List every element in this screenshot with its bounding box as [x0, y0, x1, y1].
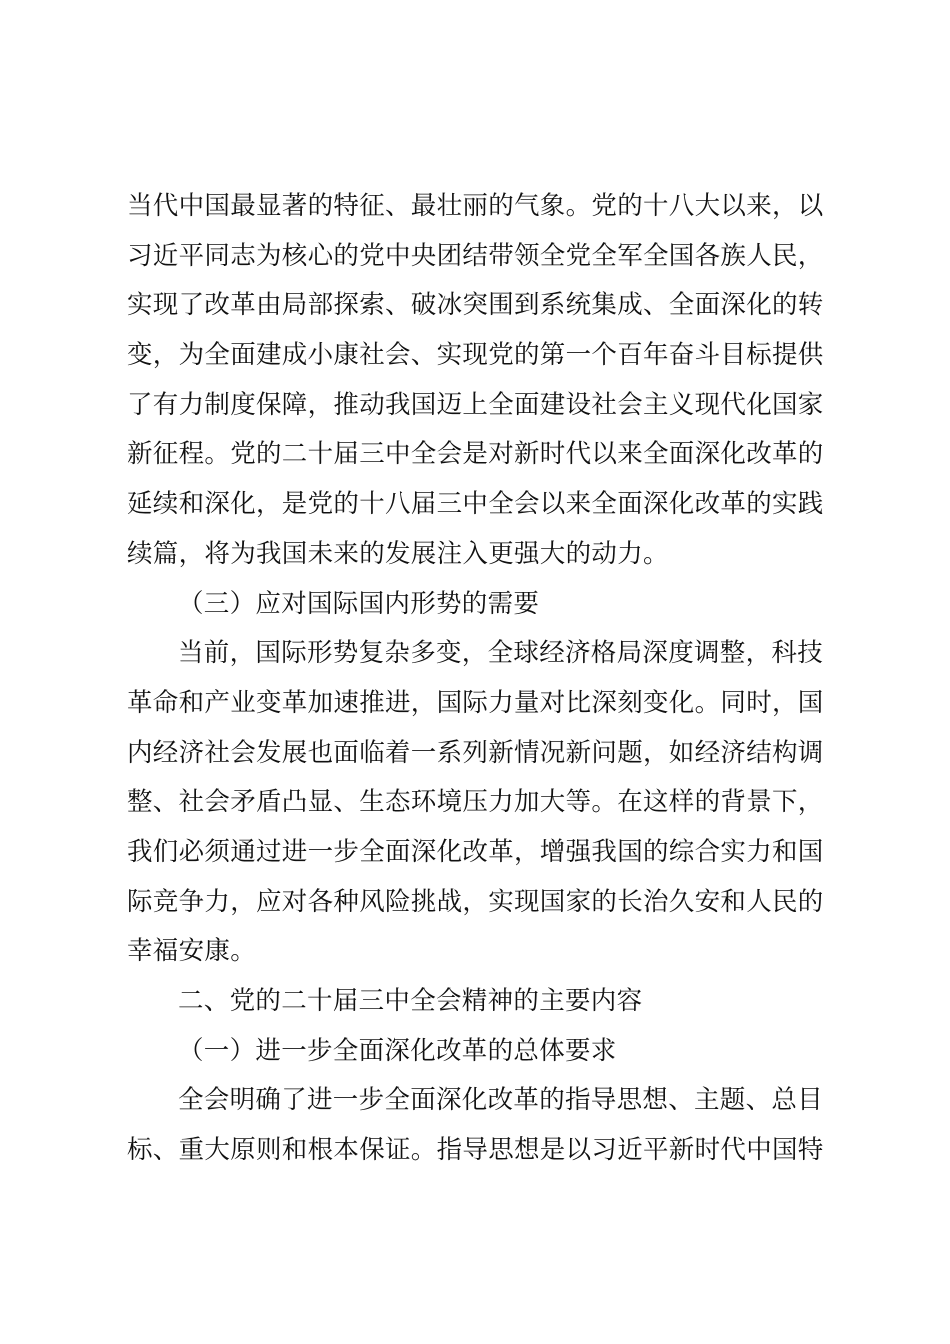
paragraph-line: 了有力制度保障，推动我国迈上全面建设社会主义现代化国家: [127, 389, 824, 420]
paragraph-line: 我们必须通过进一步全面深化改革，增强我国的综合实力和国: [127, 836, 824, 867]
section-heading: （一）进一步全面深化改革的总体要求: [178, 1035, 617, 1066]
document-body: [127, 182, 833, 1176]
paragraph-line: 全会明确了进一步全面深化改革的指导思想、主题、总目: [178, 1085, 824, 1116]
paragraph-line: 延续和深化，是党的十八届三中全会以来全面深化改革的实践: [127, 489, 824, 520]
section-heading: （三）应对国际国内形势的需要: [178, 588, 540, 619]
paragraph-line: 当代中国最显著的特征、最壮丽的气象。党的十八大以来，以: [127, 191, 824, 221]
paragraph-line: 际竞争力，应对各种风险挑战，实现国家的长治久安和人民的: [127, 886, 824, 917]
paragraph-line: 整、社会矛盾凸显、生态环境压力加大等。在这样的背景下，: [127, 787, 824, 818]
paragraph-line: 变，为全面建成小康社会、实现党的第一个百年奋斗目标提供: [127, 340, 824, 371]
paragraph-line: 习近平同志为核心的党中央团结带领全党全军全国各族人民，: [127, 240, 824, 271]
paragraph-line: 革命和产业变革加速推进，国际力量对比深刻变化。同时，国: [127, 687, 824, 718]
paragraph-line: 内经济社会发展也面临着一系列新情况新问题，如经济结构调: [127, 737, 824, 768]
paragraph-line: 新征程。党的二十届三中全会是对新时代以来全面深化改革的: [127, 439, 824, 470]
paragraph-line: 标、重大原则和根本保证。指导思想是以习近平新时代中国特: [127, 1135, 824, 1166]
paragraph-line: 实现了改革由局部探索、破冰突围到系统集成、全面深化的转: [127, 290, 824, 321]
paragraph-line: 续篇，将为我国未来的发展注入更强大的动力。: [127, 538, 669, 569]
paragraph-line: 幸福安康。: [127, 936, 257, 967]
chapter-heading: 二、党的二十届三中全会精神的主要内容: [178, 986, 643, 1016]
paragraph-line: 当前，国际形势复杂多变，全球经济格局深度调整，科技: [178, 638, 824, 669]
